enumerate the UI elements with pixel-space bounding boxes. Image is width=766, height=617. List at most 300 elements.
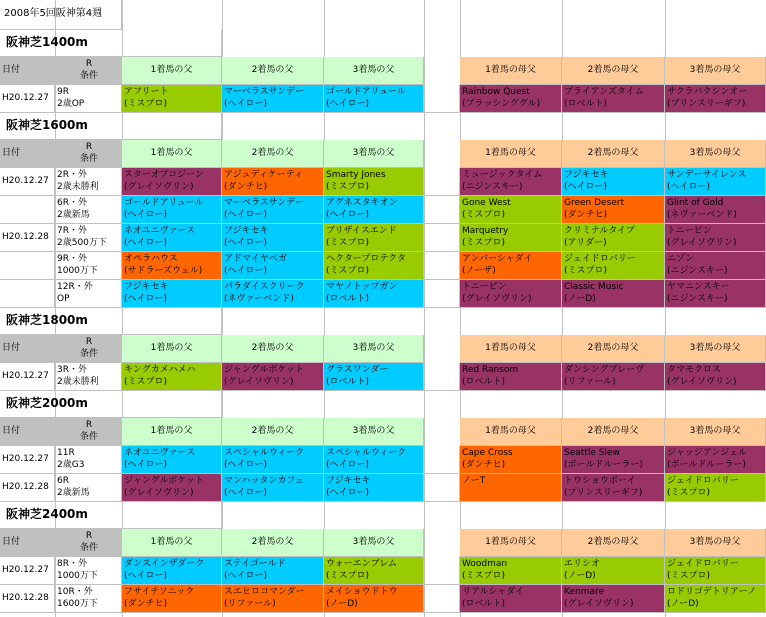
cell-line-bottom: (ミスプロ)	[326, 238, 370, 248]
dam-sire-cell[interactable]	[665, 224, 766, 252]
sire-cell[interactable]	[222, 168, 324, 196]
cell-line-top: Cape Cross	[462, 448, 513, 458]
race-class: 2歳OP	[57, 99, 85, 109]
sire-cell[interactable]	[324, 196, 424, 224]
race-condition[interactable]	[55, 363, 122, 391]
header-race-label: R	[85, 142, 93, 152]
cell-line-top: ジャングルポケット	[124, 476, 204, 486]
cell-line-top: Smarty Jones	[326, 170, 386, 180]
race-number: 6R	[57, 476, 69, 486]
section-title[interactable]: 阪神芝2000m	[0, 391, 222, 418]
cell-line-bottom: (ロベルト)	[564, 99, 608, 109]
race-number: 11R	[57, 448, 75, 458]
cell-line-top: ジェイドロバリー	[564, 254, 636, 264]
cell-line-top: トウショウボーイ	[564, 476, 636, 486]
sire-cell[interactable]	[222, 585, 324, 613]
dam-sire-cell[interactable]	[460, 363, 562, 391]
sire-cell[interactable]	[222, 446, 324, 474]
cell-line-bottom: (ノーD)	[667, 599, 699, 609]
sire-cell[interactable]	[222, 280, 324, 308]
cell-line-top: Red Ransom	[462, 365, 519, 375]
sire-cell[interactable]	[122, 363, 222, 391]
cell-line-top: マヤノトップガン	[326, 282, 398, 292]
empty-cell	[424, 474, 460, 502]
cell-line-top: ジャングルポケット	[224, 365, 304, 375]
cell-line-bottom: (ミスプロ)	[326, 182, 370, 192]
cell-line-bottom: (ミスプロ)	[564, 266, 608, 276]
header-date[interactable]: 日付	[0, 57, 55, 85]
race-date[interactable]: H20.12.28	[0, 474, 55, 502]
sire-cell[interactable]	[122, 224, 222, 252]
header-date[interactable]: 日付	[0, 140, 55, 168]
dam-sire-cell[interactable]	[460, 224, 562, 252]
race-class: 2歳未勝利	[57, 377, 99, 387]
header-race-condition[interactable]	[55, 418, 122, 446]
cell-line-top: スエヒロコマンダー	[224, 587, 305, 597]
dam-sire-cell[interactable]	[562, 280, 665, 308]
sire-cell[interactable]	[324, 363, 424, 391]
cell-line-top: ダンスインザダーク	[124, 559, 205, 569]
race-condition[interactable]	[55, 585, 122, 613]
header-race-condition[interactable]	[55, 140, 122, 168]
header-date[interactable]: 日付	[0, 418, 55, 446]
sire-cell[interactable]	[324, 224, 424, 252]
race-date[interactable]	[0, 196, 55, 224]
cell-line-bottom: (ヘイロー)	[667, 182, 711, 192]
cell-line-bottom: (ヘイロー)	[224, 488, 268, 498]
race-date[interactable]: H20.12.27	[0, 168, 55, 196]
header-dam-sire-1[interactable]: 1着馬の母父	[460, 57, 562, 85]
cell-line-top: Marquetry	[462, 226, 509, 236]
cell-line-bottom	[460, 487, 561, 499]
cell-line-top: ミュージックタイム	[462, 170, 543, 180]
sire-cell[interactable]	[324, 168, 424, 196]
sire-cell[interactable]	[222, 474, 324, 502]
sire-cell[interactable]	[324, 85, 424, 113]
dam-sire-cell[interactable]	[562, 196, 665, 224]
cell-line-bottom: (ヘイロー)	[224, 210, 268, 220]
cell-line-bottom: (ノーD)	[564, 294, 596, 304]
header-dam-sire-2[interactable]: 2着馬の母父	[562, 529, 665, 557]
sire-cell[interactable]	[222, 85, 324, 113]
cell-line-bottom: (ヘイロー)	[124, 210, 168, 220]
header-dam-sire-1[interactable]: 1着馬の母父	[460, 140, 562, 168]
sire-cell[interactable]	[122, 557, 222, 585]
race-number: 10R・外	[57, 587, 93, 597]
empty-cell	[424, 85, 460, 113]
cell-line-top: ブライアンズタイム	[564, 87, 644, 97]
cell-line-bottom: (ダンチヒ)	[124, 599, 168, 609]
section-title[interactable]: 阪神芝1800m	[0, 308, 222, 335]
cell-line-top: ダンシングブレーヴ	[564, 365, 645, 375]
dam-sire-cell[interactable]	[562, 585, 665, 613]
header-sire-3[interactable]: 3着馬の父	[324, 529, 424, 557]
cell-line-bottom: (ニジンスキー)	[667, 266, 728, 276]
section-title[interactable]: 阪神芝1600m	[0, 113, 222, 140]
cell-line-bottom: (グレイソヴリン)	[564, 599, 634, 609]
race-class: 1000万下	[57, 266, 98, 276]
cell-line-top: スターオブコジーン	[124, 170, 204, 180]
cell-line-top: トニービン	[667, 226, 712, 236]
cell-line-bottom: (グレイソヴリン)	[667, 377, 737, 387]
empty-cell	[424, 196, 460, 224]
cell-line-bottom: (ロベルト)	[462, 377, 506, 387]
cell-line-bottom: (ネヴァーベンド)	[667, 210, 737, 220]
race-number: 7R・外	[57, 226, 87, 236]
cell-line-bottom: (ヘイロー)	[124, 571, 168, 581]
header-sire-1[interactable]: 1着馬の父	[122, 57, 222, 85]
sire-cell[interactable]	[222, 224, 324, 252]
header-dam-sire-2[interactable]: 2着馬の母父	[562, 140, 665, 168]
cell-line-top: フジキセキ	[564, 170, 609, 180]
cell-line-top: Woodman	[462, 559, 508, 569]
header-sire-2[interactable]: 2着馬の父	[222, 140, 324, 168]
cell-line-bottom: (ヘイロー)	[124, 460, 168, 470]
dam-sire-cell[interactable]	[665, 474, 766, 502]
cell-line-top: アジュディケーティ	[224, 170, 304, 180]
dam-sire-cell[interactable]	[562, 363, 665, 391]
header-dam-sire-2[interactable]: 2着馬の母父	[562, 418, 665, 446]
cell-line-bottom: (ダンチヒ)	[462, 460, 506, 470]
header-dam-sire-3[interactable]: 3着馬の母父	[665, 57, 766, 85]
dam-sire-cell[interactable]	[665, 196, 766, 224]
cell-line-bottom: (ミスプロ)	[462, 210, 506, 220]
cell-line-top: ジェイドロバリー	[667, 476, 739, 486]
header-dam-sire-1[interactable]: 1着馬の母父	[460, 335, 562, 363]
dam-sire-cell[interactable]	[562, 252, 665, 280]
dam-sire-cell[interactable]	[665, 168, 766, 196]
dam-sire-cell[interactable]	[460, 252, 562, 280]
cell-line-top: スペシャルウィーク	[224, 448, 305, 458]
cell-line-top: トニービン	[462, 282, 507, 292]
cell-line-top: サンデーサイレンス	[667, 170, 747, 180]
cell-line-top: アドマイヤベガ	[224, 254, 287, 264]
header-condition-label: 条件	[79, 543, 98, 553]
dam-sire-cell[interactable]	[562, 85, 665, 113]
header-sire-3[interactable]: 3着馬の父	[324, 140, 424, 168]
race-date[interactable]: H20.12.28	[0, 224, 55, 252]
race-condition[interactable]	[55, 252, 122, 280]
dam-sire-cell[interactable]	[460, 85, 562, 113]
cell-line-bottom: (ヘイロー)	[224, 460, 268, 470]
dam-sire-cell[interactable]	[460, 196, 562, 224]
race-date[interactable]	[0, 252, 55, 280]
cell-line-top: キングカメハメハ	[124, 365, 196, 375]
empty-cell	[424, 252, 460, 280]
dam-sire-cell[interactable]	[460, 557, 562, 585]
empty-cell	[424, 446, 460, 474]
cell-line-top: ネオユニヴァース	[124, 448, 196, 458]
cell-line-top: ジェイドロバリー	[667, 559, 739, 569]
cell-line-bottom: (ヘイロー)	[326, 210, 370, 220]
cell-line-top: Kenmare	[564, 587, 605, 597]
cell-line-top: ウォーエンブレム	[326, 559, 397, 569]
sire-cell[interactable]	[324, 446, 424, 474]
cell-line-top: ノーT	[462, 476, 486, 486]
cell-line-bottom: (ヘイロー)	[326, 460, 370, 470]
cell-line-bottom: (ヘイロー)	[564, 182, 608, 192]
cell-line-bottom: (ヘイロー)	[124, 238, 168, 248]
cell-line-top: マーベラスサンデー	[224, 198, 305, 208]
header-condition-label: 条件	[79, 349, 98, 359]
cell-line-top: ゴールドアリュール	[124, 198, 204, 208]
dam-sire-cell[interactable]	[665, 363, 766, 391]
race-number: 9R・外	[57, 254, 87, 264]
cell-line-bottom: (グレイソヴリン)	[124, 182, 194, 192]
cell-line-top: フジキセキ	[326, 476, 371, 486]
cell-line-bottom: (ヘイロー)	[224, 571, 268, 581]
header-sire-2[interactable]: 2着馬の父	[222, 335, 324, 363]
cell-line-top: Glint of Gold	[667, 198, 724, 208]
race-condition[interactable]	[55, 85, 122, 113]
cell-line-top: マーベラスサンデー	[224, 87, 305, 97]
sire-cell[interactable]	[222, 363, 324, 391]
dam-sire-cell[interactable]	[665, 85, 766, 113]
cell-line-bottom: (ヘイロー)	[326, 99, 370, 109]
header-race-condition[interactable]	[55, 335, 122, 363]
race-class: 2歳新馬	[57, 488, 90, 498]
dam-sire-cell[interactable]	[562, 168, 665, 196]
race-condition[interactable]	[55, 474, 122, 502]
cell-line-top: フサイチソニック	[124, 587, 195, 597]
cell-line-bottom: (ボールドルーラー)	[667, 460, 746, 470]
cell-line-top: Seattle Slew	[564, 448, 620, 458]
race-number: 8R・外	[57, 559, 87, 569]
cell-line-bottom: (ヘイロー)	[224, 266, 268, 276]
sire-cell[interactable]	[324, 585, 424, 613]
cell-line-top: グラスワンダー	[326, 365, 389, 375]
race-date[interactable]: H20.12.27	[0, 85, 55, 113]
race-date[interactable]: H20.12.28	[0, 585, 55, 613]
cell-line-bottom: (グレイソヴリン)	[462, 294, 532, 304]
header-condition-label: 条件	[79, 71, 98, 81]
cell-line-bottom: (ミスプロ)	[124, 99, 168, 109]
cell-line-top: ロドリゴデトリアーノ	[667, 587, 757, 597]
sheet-title[interactable]: 2008年5回阪神第4週	[0, 0, 122, 30]
cell-line-top: クリミナルタイプ	[564, 226, 635, 236]
dam-sire-cell[interactable]	[460, 280, 562, 308]
cell-line-top: メイショウドトウ	[326, 587, 398, 597]
race-number: 6R・外	[57, 198, 87, 208]
cell-line-top: Green Desert	[564, 198, 625, 208]
sire-cell[interactable]	[122, 585, 222, 613]
dam-sire-cell[interactable]	[665, 280, 766, 308]
dam-sire-cell[interactable]	[460, 446, 562, 474]
race-number: 9R	[57, 87, 69, 97]
cell-line-top: リアルシャダイ	[462, 587, 525, 597]
cell-line-bottom: (プリンスリーギフ)	[667, 99, 746, 109]
header-sire-3[interactable]: 3着馬の父	[324, 418, 424, 446]
race-condition[interactable]	[55, 557, 122, 585]
cell-line-bottom: (リファール)	[224, 599, 276, 609]
cell-line-bottom: (リファール)	[564, 377, 616, 387]
cell-line-top: ジャッジアンジェル	[667, 448, 748, 458]
cell-line-top: ヘクタープロテクタ	[326, 254, 406, 264]
header-sire-2[interactable]: 2着馬の父	[222, 529, 324, 557]
cell-line-top: ニゾン	[667, 254, 695, 264]
sire-cell[interactable]	[324, 557, 424, 585]
cell-line-bottom: (サドラーズウェル)	[124, 266, 203, 276]
cell-line-top: Classic Music	[564, 282, 624, 292]
cell-line-top: タマモクロス	[667, 365, 722, 375]
cell-line-top: ヤマニンスキー	[667, 282, 730, 292]
cell-line-top: Rainbow Quest	[462, 87, 530, 97]
cell-line-bottom: (グレイソヴリン)	[124, 488, 194, 498]
cell-line-bottom: (ミスプロ)	[667, 571, 711, 581]
cell-line-bottom: (ロベルト)	[462, 599, 506, 609]
header-date[interactable]: 日付	[0, 335, 55, 363]
cell-line-top: アグネスタキオン	[326, 198, 398, 208]
header-sire-2[interactable]: 2着馬の父	[222, 57, 324, 85]
sire-cell[interactable]	[122, 85, 222, 113]
header-race-condition[interactable]	[55, 57, 122, 85]
race-class: 2歳未勝利	[57, 182, 99, 192]
header-dam-sire-2[interactable]: 2着馬の母父	[562, 57, 665, 85]
cell-line-bottom: (ヘイロー)	[224, 99, 268, 109]
section-title[interactable]: 阪神芝2400m	[0, 502, 222, 529]
sire-cell[interactable]	[222, 557, 324, 585]
header-dam-sire-1[interactable]: 1着馬の母父	[460, 529, 562, 557]
cell-line-bottom: (ブラッシンググル)	[462, 99, 541, 109]
sire-cell[interactable]	[122, 168, 222, 196]
empty-cell	[424, 585, 460, 613]
header-sire-2[interactable]: 2着馬の父	[222, 418, 324, 446]
dam-sire-cell[interactable]	[665, 557, 766, 585]
header-race-condition[interactable]	[55, 529, 122, 557]
sire-cell[interactable]	[324, 474, 424, 502]
sire-cell[interactable]	[122, 196, 222, 224]
header-condition-label: 条件	[79, 432, 98, 442]
race-class: 1600万下	[57, 599, 98, 609]
cell-line-top: ステイゴールド	[224, 559, 286, 569]
header-condition-label: 条件	[79, 154, 98, 164]
header-sire-1[interactable]: 1着馬の父	[122, 140, 222, 168]
race-date[interactable]	[0, 280, 55, 308]
header-dam-sire-3[interactable]: 3着馬の母父	[665, 335, 766, 363]
dam-sire-cell[interactable]	[460, 168, 562, 196]
cell-line-bottom: (ダンチヒ)	[224, 182, 268, 192]
race-number: 2R・外	[57, 170, 87, 180]
race-date[interactable]: H20.12.27	[0, 557, 55, 585]
race-class: 2歳新馬	[57, 210, 90, 220]
empty-cell	[424, 557, 460, 585]
dam-sire-cell[interactable]	[562, 446, 665, 474]
cell-line-bottom: (ロベルト)	[326, 377, 370, 387]
dam-sire-cell[interactable]	[460, 585, 562, 613]
header-dam-sire-2[interactable]: 2着馬の母父	[562, 335, 665, 363]
sire-cell[interactable]	[222, 196, 324, 224]
cell-line-bottom: (ミスプロ)	[462, 571, 506, 581]
header-sire-1[interactable]: 1着馬の父	[122, 529, 222, 557]
cell-line-top: オペラハウス	[124, 254, 178, 264]
dam-sire-cell[interactable]	[562, 474, 665, 502]
header-race-label: R	[85, 420, 93, 430]
cell-line-bottom: (ノーD)	[564, 571, 596, 581]
cell-line-top: スペシャルウィーク	[326, 448, 407, 458]
race-date[interactable]: H20.12.27	[0, 446, 55, 474]
header-sire-1[interactable]: 1着馬の父	[122, 335, 222, 363]
cell-line-bottom: (ミスプロ)	[462, 238, 506, 248]
dam-sire-cell[interactable]	[665, 585, 766, 613]
race-number: 12R・外	[57, 282, 93, 292]
header-race-label: R	[85, 337, 93, 347]
header-dam-sire-3[interactable]: 3着馬の母父	[665, 140, 766, 168]
sire-cell[interactable]	[122, 280, 222, 308]
header-dam-sire-3[interactable]: 3着馬の母父	[665, 529, 766, 557]
dam-sire-cell[interactable]	[562, 224, 665, 252]
dam-sire-cell[interactable]	[665, 252, 766, 280]
cell-line-top: アンバーシャダイ	[462, 254, 533, 264]
cell-line-top: フジキセキ	[224, 226, 269, 236]
dam-sire-cell[interactable]	[460, 474, 562, 502]
cell-line-top: サクラバクシンオー	[667, 87, 748, 97]
sire-cell[interactable]	[324, 280, 424, 308]
header-sire-3[interactable]: 3着馬の父	[324, 335, 424, 363]
race-class: 2歳G3	[57, 460, 85, 470]
cell-line-bottom: (ミスプロ)	[124, 377, 168, 387]
cell-line-bottom: (グレイソヴリン)	[224, 377, 294, 387]
cell-line-bottom: (ミスプロ)	[667, 488, 711, 498]
cell-line-top: エリシオ	[564, 559, 601, 569]
section-title[interactable]: 阪神芝1400m	[0, 30, 222, 57]
race-date[interactable]: H20.12.27	[0, 363, 55, 391]
header-date[interactable]: 日付	[0, 529, 55, 557]
race-class: OP	[57, 294, 70, 304]
cell-line-bottom: (ミスプロ)	[326, 571, 370, 581]
cell-line-bottom: (ノーザ)	[462, 266, 496, 276]
sire-cell[interactable]	[122, 446, 222, 474]
race-condition[interactable]	[55, 446, 122, 474]
cell-line-bottom: (ヘイロー)	[124, 294, 168, 304]
cell-line-bottom: (グレイソヴリン)	[667, 238, 737, 248]
cell-line-bottom: (アリダー)	[564, 238, 607, 248]
cell-line-bottom: (プリンスリーギフ)	[564, 488, 643, 498]
race-condition[interactable]	[55, 280, 122, 308]
empty-cell	[424, 280, 460, 308]
header-dam-sire-1[interactable]: 1着馬の母父	[460, 418, 562, 446]
header-sire-1[interactable]: 1着馬の父	[122, 418, 222, 446]
dam-sire-cell[interactable]	[665, 446, 766, 474]
cell-line-bottom: (ダンチヒ)	[564, 210, 608, 220]
cell-line-bottom: (ミスプロ)	[326, 266, 370, 276]
cell-line-top: ゴールドアリュール	[326, 87, 406, 97]
cell-line-top: ネオユニヴァース	[124, 226, 196, 236]
cell-line-top: パラダイスクリーク	[224, 282, 305, 292]
cell-line-bottom: (ヘイロー)	[224, 238, 268, 248]
empty-cell	[424, 224, 460, 252]
header-dam-sire-3[interactable]: 3着馬の母父	[665, 418, 766, 446]
race-number: 3R・外	[57, 365, 87, 375]
cell-line-bottom: (ネヴァーベンド)	[224, 294, 294, 304]
sire-cell[interactable]	[122, 252, 222, 280]
sire-cell[interactable]	[324, 252, 424, 280]
cell-line-bottom: (ニジンスキー)	[462, 182, 523, 192]
dam-sire-cell[interactable]	[562, 557, 665, 585]
empty-cell	[424, 168, 460, 196]
cell-line-top: フジキセキ	[124, 282, 169, 292]
sire-cell[interactable]	[122, 474, 222, 502]
race-condition[interactable]	[55, 168, 122, 196]
header-sire-3[interactable]: 3着馬の父	[324, 57, 424, 85]
race-condition[interactable]	[55, 224, 122, 252]
race-condition[interactable]	[55, 196, 122, 224]
race-class: 2歳500万下	[57, 238, 107, 248]
header-race-label: R	[85, 59, 93, 69]
race-class: 1000万下	[57, 571, 98, 581]
cell-line-top: Gone West	[462, 198, 511, 208]
sire-cell[interactable]	[222, 252, 324, 280]
cell-line-bottom: (ヘイロー)	[326, 488, 370, 498]
